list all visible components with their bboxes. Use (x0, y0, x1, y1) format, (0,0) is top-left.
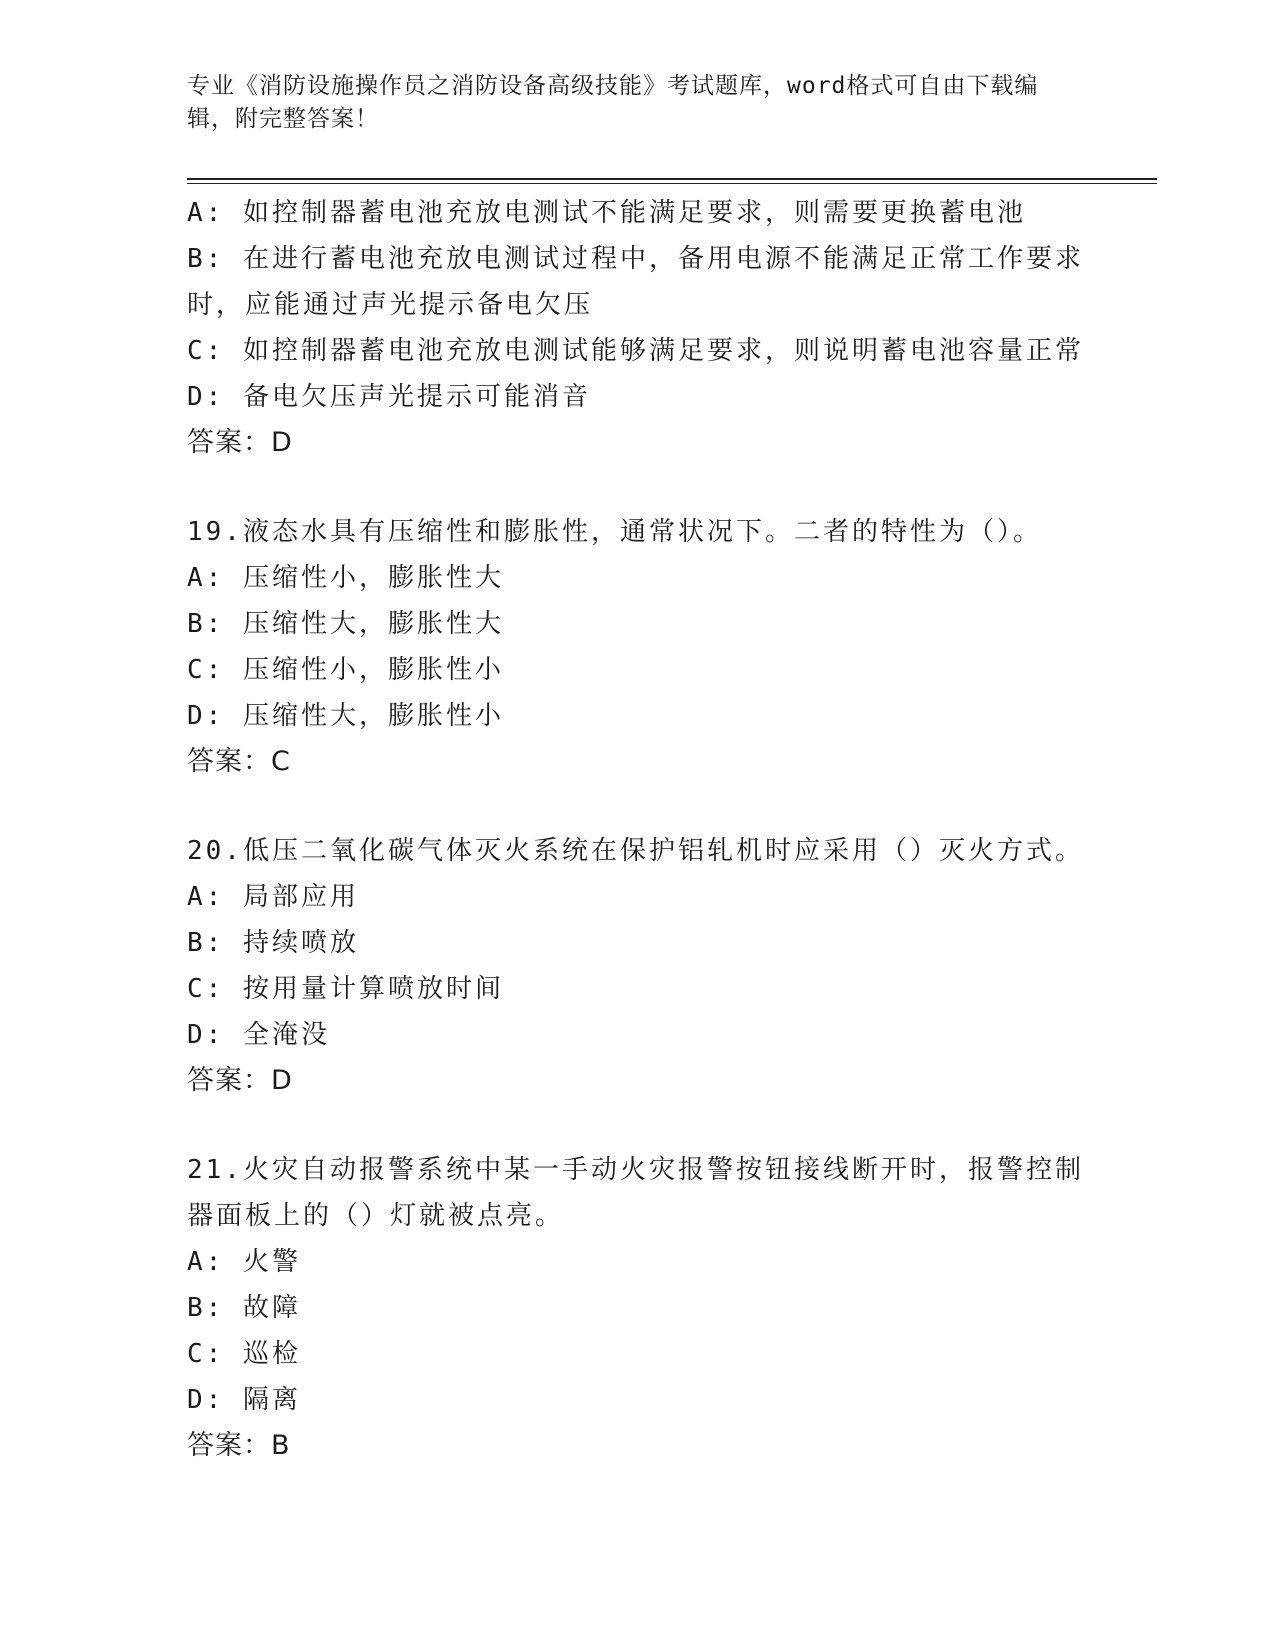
question-stem: 19.液态水具有压缩性和膨胀性，通常状况下。二者的特性为（）。 (187, 517, 1042, 547)
option-b: B: 压缩性大，膨胀性大 (187, 609, 504, 639)
option-c: C: 按用量计算喷放时间 (187, 974, 504, 1004)
option-c: C: 如控制器蓄电池充放电测试能够满足要求，则说明蓄电池容量正常 (187, 336, 1084, 366)
answer: 答案：C (187, 746, 291, 777)
document-header (187, 70, 1067, 136)
option-c: C: 压缩性小，膨胀性小 (187, 655, 504, 685)
question-stem: 21.火灾自动报警系统中某一手动火灾报警按钮接线断开时，报警控制 (187, 1155, 1084, 1185)
header-line-2: 辑，附完整答案！ (187, 106, 379, 132)
option-d: D: 压缩性大，膨胀性小 (187, 701, 504, 731)
option-d: D: 全淹没 (187, 1020, 330, 1050)
question-19 (187, 509, 1087, 785)
answer: 答案：B (187, 1430, 291, 1461)
spacer (187, 785, 1087, 828)
question-stem: 20.低压二氧化碳气体灭火系统在保护铝轧机时应采用（）灭火方式。 (187, 836, 1084, 866)
option-d: D: 隔离 (187, 1385, 301, 1415)
header-line-1: 专业《消防设施操作员之消防设备高级技能》考试题库，word格式可自由下载编 (187, 73, 1039, 99)
question-content (187, 190, 1087, 1469)
question-stem-continued: 器面板上的（）灯就被点亮。 (187, 1201, 565, 1231)
answer: 答案：D (187, 1065, 293, 1096)
header-rule-thin (187, 183, 1157, 184)
spacer (187, 1104, 1087, 1147)
option-b-continued: 时，应能通过声光提示备电欠压 (187, 290, 594, 320)
option-a: A: 局部应用 (187, 882, 359, 912)
option-b: B: 持续喷放 (187, 928, 359, 958)
option-a: A: 如控制器蓄电池充放电测试不能满足要求，则需要更换蓄电池 (187, 198, 1026, 228)
option-b: B: 在进行蓄电池充放电测试过程中，备用电源不能满足正常工作要求 (187, 244, 1084, 274)
option-b: B: 故障 (187, 1293, 301, 1323)
option-d: D: 备电欠压声光提示可能消音 (187, 382, 591, 412)
question-21 (187, 1147, 1087, 1469)
header-rule-thick (187, 178, 1157, 180)
question-18-continued (187, 190, 1087, 466)
option-a: A: 火警 (187, 1247, 301, 1277)
spacer (187, 466, 1087, 509)
option-a: A: 压缩性小，膨胀性大 (187, 563, 504, 593)
option-c: C: 巡检 (187, 1339, 301, 1369)
answer: 答案：D (187, 427, 293, 458)
question-20 (187, 828, 1087, 1104)
